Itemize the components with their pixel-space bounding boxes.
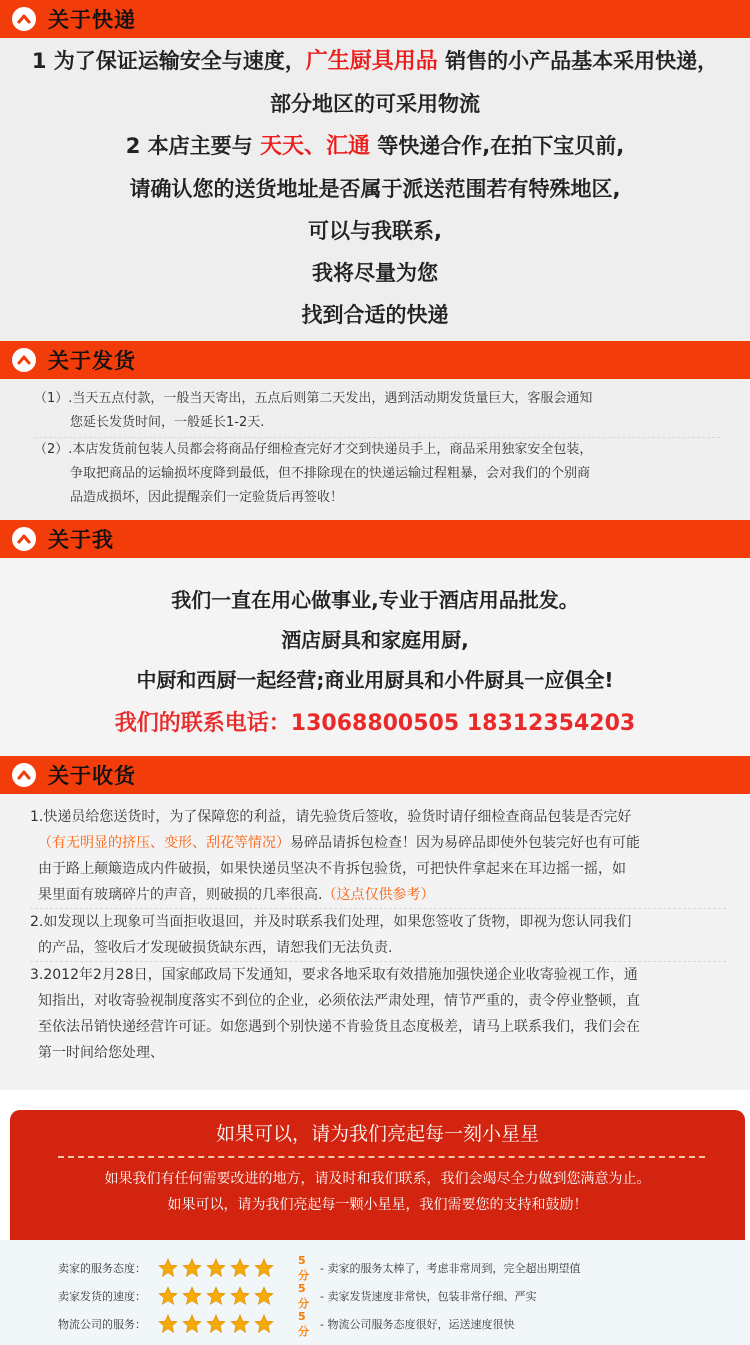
star-icon[interactable]	[230, 1286, 250, 1306]
chevron-up-icon	[12, 348, 36, 372]
rating-panel	[0, 1240, 750, 1345]
express-content	[0, 38, 750, 341]
shipping-section-header	[0, 341, 750, 379]
contact-phone: 我们的联系电话：13068800505 18312354203	[114, 711, 636, 736]
shop-name: 广生厨具用品	[305, 49, 438, 74]
rating-score: 5 分	[298, 1253, 309, 1282]
rating-row	[58, 1310, 750, 1338]
rating-score: 5 分	[298, 1281, 309, 1310]
chevron-up-icon	[12, 7, 36, 31]
dashed-divider	[58, 1156, 705, 1158]
express-line-4: 请确认您的送货地址是否属于派送范围若有特殊地区,	[129, 177, 621, 201]
rating-row	[58, 1282, 750, 1310]
star-icon[interactable]	[182, 1314, 202, 1334]
star-icon[interactable]	[182, 1258, 202, 1278]
receiving-item: 2.如发现以上现象可当面拒收退回，并及时联系我们处理，如果您签收了货物，即视为您认同我们 的产品，签收后才发现破损货缺东西，请恕我们无法负责.	[30, 914, 632, 956]
receiving-highlight: （有无明显的挤压、变形、刮花等情况）	[38, 835, 290, 851]
about-section-header	[0, 520, 750, 558]
shipping-content	[0, 379, 750, 520]
express-line-1: 1 为了保证运输安全与速度，广生厨具用品 销售的小产品基本采用快递，	[31, 49, 719, 74]
star-icon[interactable]	[206, 1258, 226, 1278]
banner-line-2: 如果可以，请为我们亮起每一颗小星星，我们需要您的支持和鼓励！	[167, 1197, 588, 1213]
star-icon[interactable]	[254, 1258, 274, 1278]
star-icon[interactable]	[206, 1286, 226, 1306]
rating-label: 卖家发货的速度：	[58, 1290, 146, 1303]
star-icon[interactable]	[158, 1286, 178, 1306]
express-line-3: 2 本店主要与 天天、汇通 等快递合作,在拍下宝贝前,	[125, 134, 625, 159]
about-line-2: 酒店厨具和家庭用厨,	[281, 628, 469, 652]
star-icon[interactable]	[230, 1314, 250, 1334]
star-icon[interactable]	[254, 1286, 274, 1306]
rating-score: 5 分	[298, 1309, 309, 1338]
receiving-section-header	[0, 756, 750, 794]
about-line-1: 我们一直在用心做事业,专业于酒店用品批发。	[171, 588, 579, 612]
express-line-7: 找到合适的快递	[301, 303, 449, 327]
shipping-title: 关于发货	[48, 349, 136, 373]
star-rating[interactable]	[158, 1258, 298, 1278]
courier-names: 天天、汇通	[259, 134, 370, 159]
express-title: 关于快递	[48, 8, 136, 32]
star-icon[interactable]	[158, 1314, 178, 1334]
rating-label: 物流公司的服务：	[58, 1318, 146, 1331]
receiving-note: （这点仅供参考）	[322, 887, 435, 903]
shipping-item: （2）.本店发货前包装人员都会将商品仔细检查完好才交到快递员手上，商品采用独家安全包装， 争取把商品的运输损坏度降到最低，但不排除现在的快递运输过程粗暴，会对我们的个别商 品造成损坏，因此提醒亲们一定验货后再签收！	[34, 442, 593, 505]
chevron-up-icon	[12, 527, 36, 551]
rating-label: 卖家的服务态度：	[58, 1262, 146, 1275]
express-section-header	[0, 0, 750, 38]
about-line-3: 中厨和西厨一起经营;商业用厨具和小件厨具一应俱全!	[136, 668, 614, 692]
star-icon[interactable]	[182, 1286, 202, 1306]
star-icon[interactable]	[254, 1314, 274, 1334]
star-request-banner	[10, 1110, 745, 1240]
rating-row	[58, 1254, 750, 1282]
express-line-5: 可以与我联系,	[308, 219, 442, 243]
banner-title: 如果可以，请为我们亮起每一刻小星星	[215, 1123, 539, 1145]
receiving-item: 1.快递员给您送货时，为了保障您的利益，请先验货后签收，验货时请仔细检查商品包装是否完好 （有无明显的挤压、变形、刮花等情况）易碎品请拆包检查！因为易碎品即使外包装完好也有可能 由于路上颠簸造成内件破损，如果快递员坚决不肯拆包验货，可把快件拿起来在耳边摇一摇，如 果里面有玻璃碎片的声音，则破损的几率很高.（这点仅供参考）	[30, 809, 640, 903]
star-icon[interactable]	[230, 1258, 250, 1278]
shipping-item: （1）.当天五点付款，一般当天寄出，五点后则第二天发出，遇到活动期发货量巨大，客服会通知 您延长发货时间，一般延长1-2天.	[34, 391, 593, 430]
star-rating[interactable]	[158, 1286, 298, 1306]
banner-line-1: 如果我们有任何需要改进的地方，请及时和我们联系，我们会竭尽全力做到您满意为止。	[104, 1171, 651, 1187]
receiving-content	[0, 794, 750, 1090]
receiving-item: 3.2012年2月28日，国家邮政局下发通知，要求各地采取有效措施加强快递企业收寄验视工作，通 知指出，对收寄验视制度落实不到位的企业，必须依法严肃处理，情节严重的，责令停业整顿，直 至依法吊销快递经营许可证。如您遇到个别快递不肯验货且态度极差，请马上联系我们，我们会在 第一时间给您处理、	[30, 967, 640, 1061]
express-line-6: 我将尽量为您	[312, 261, 438, 285]
express-line-2: 部分地区的可采用物流	[270, 92, 480, 116]
rating-desc: - 卖家发货速度非常快，包装非常仔细、严实	[320, 1290, 537, 1303]
receiving-title: 关于收货	[48, 764, 136, 788]
about-title: 关于我	[48, 528, 114, 552]
star-rating[interactable]	[158, 1314, 298, 1334]
rating-desc: - 物流公司服务态度很好，运送速度很快	[320, 1318, 515, 1331]
chevron-up-icon	[12, 763, 36, 787]
about-content	[0, 558, 750, 756]
star-icon[interactable]	[206, 1314, 226, 1334]
star-icon[interactable]	[158, 1258, 178, 1278]
rating-desc: - 卖家的服务太棒了，考虑非常周到，完全超出期望值	[320, 1262, 581, 1275]
